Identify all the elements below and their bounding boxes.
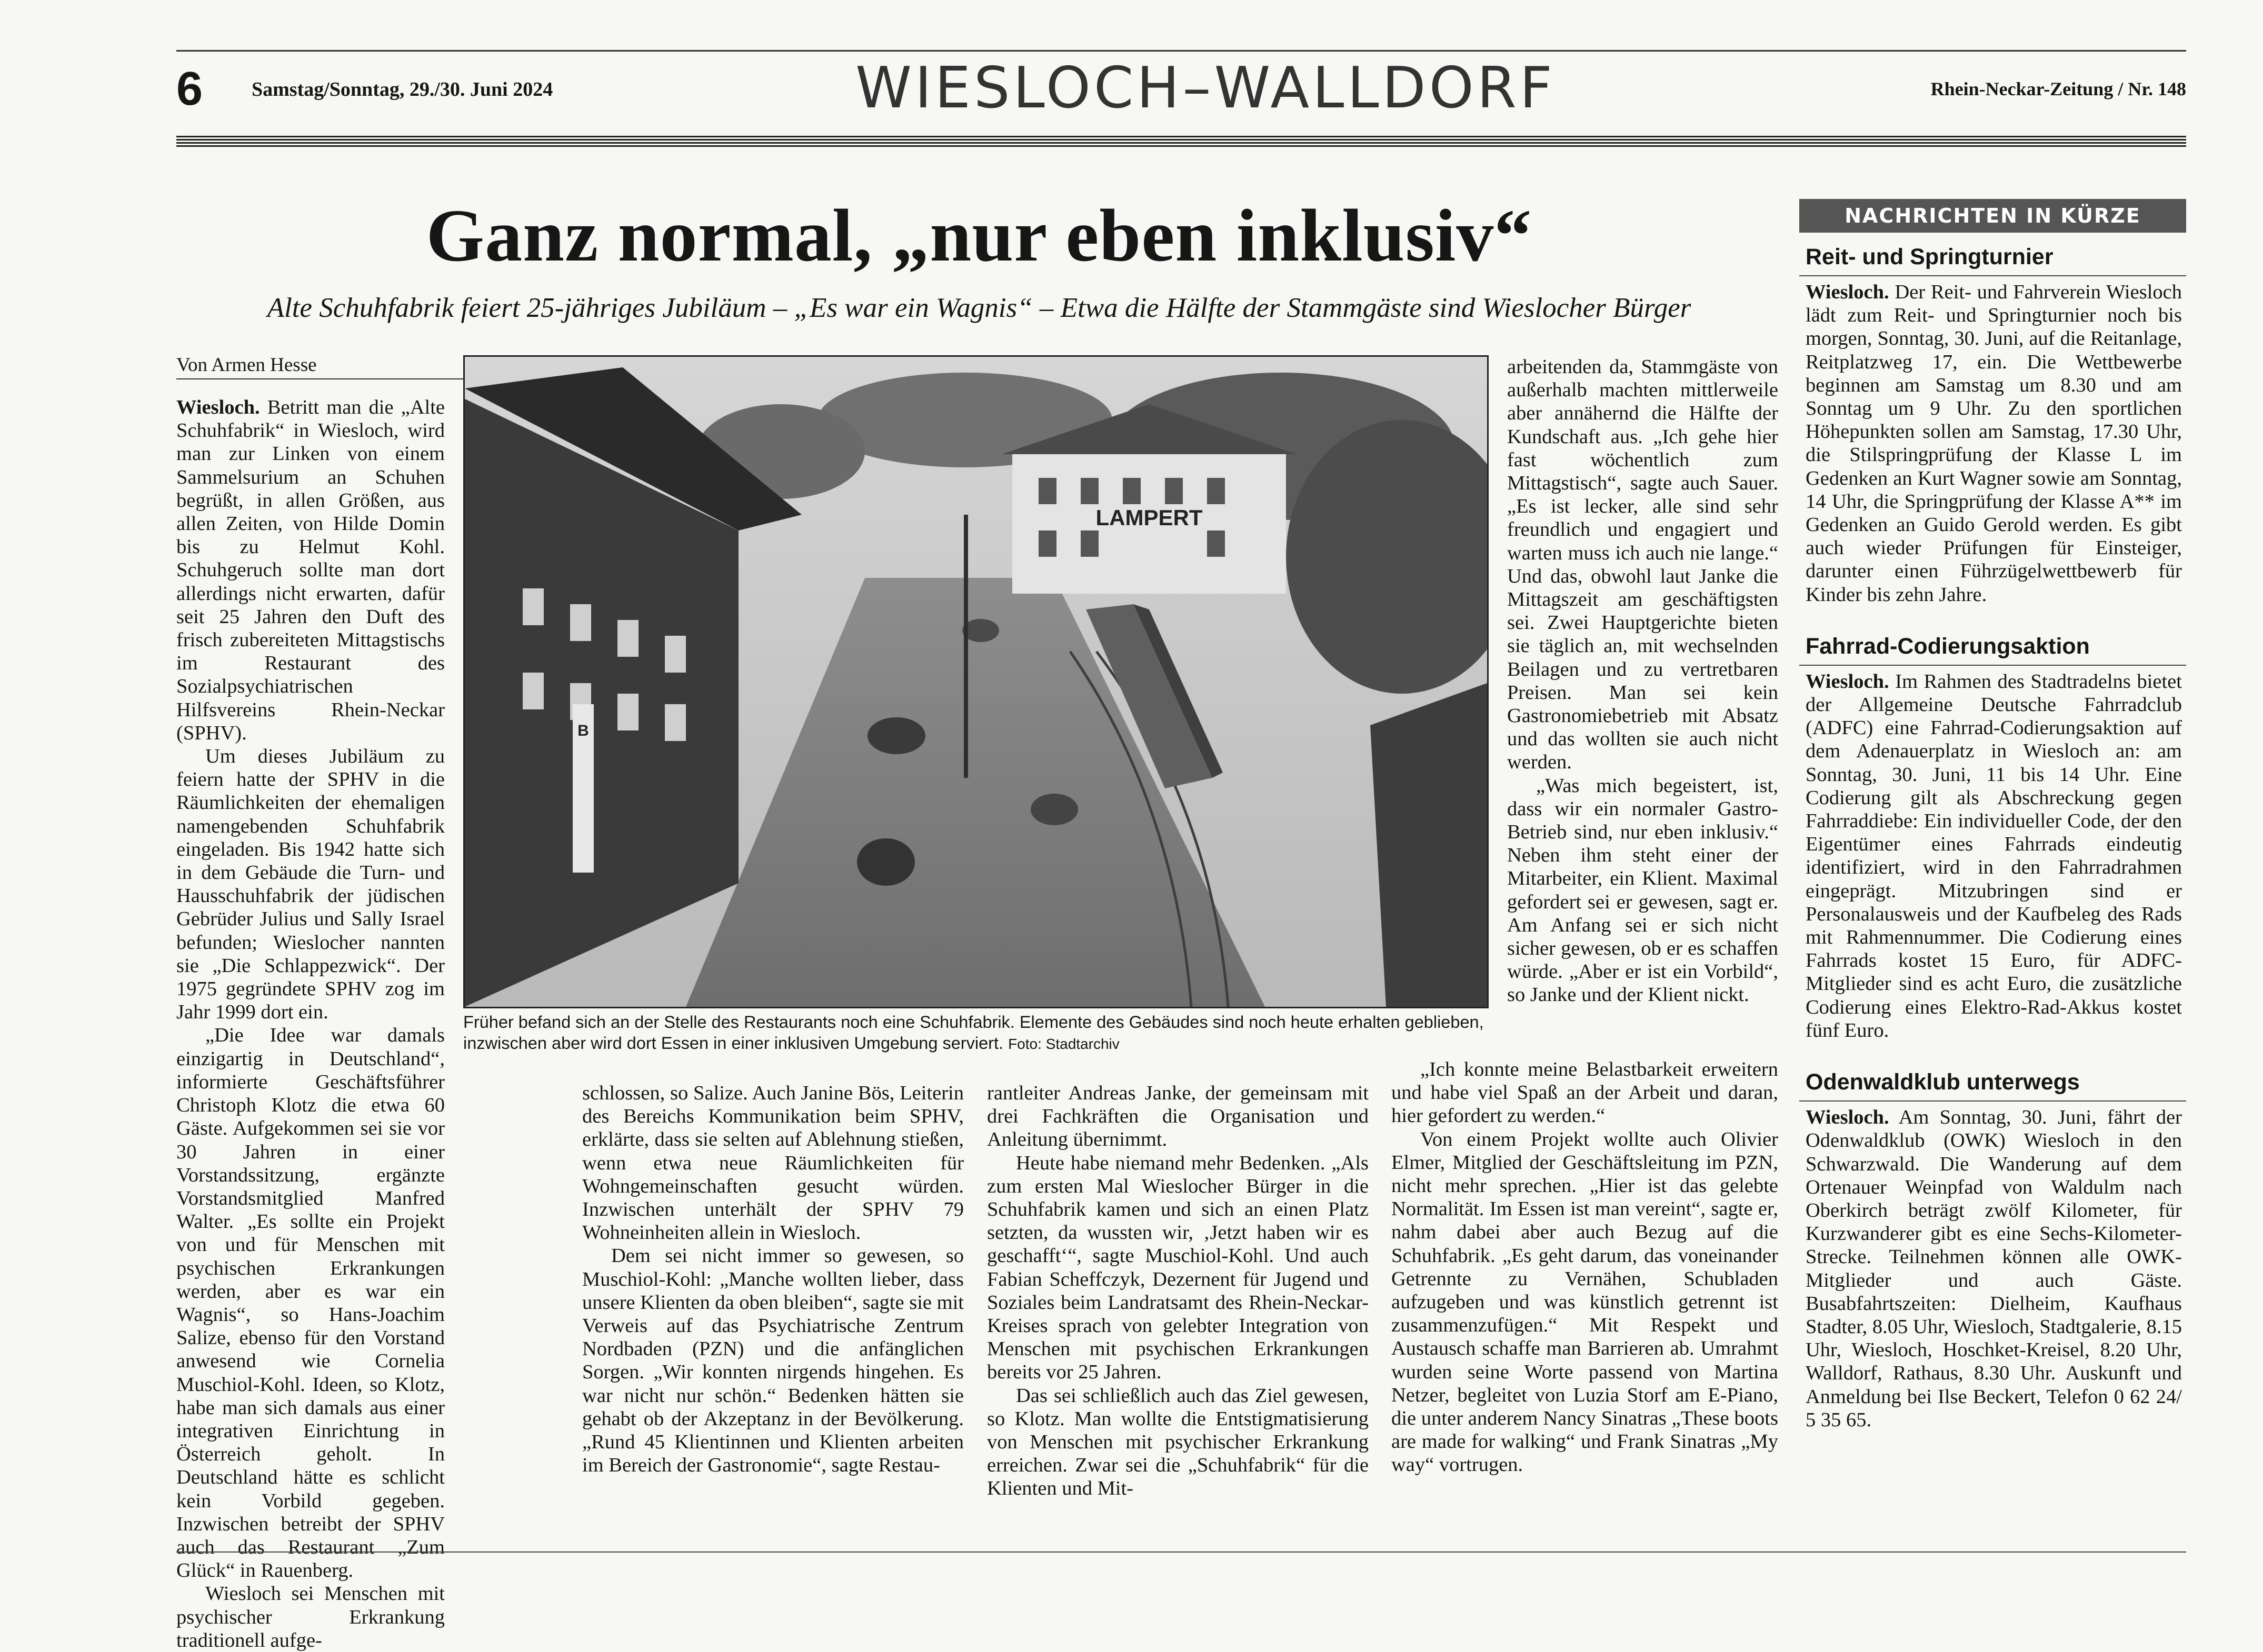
article-column-4-bottom (1391, 1058, 1778, 1477)
photo-sign-lampert: LAMPERT (1095, 505, 1203, 530)
paragraph: „Die Idee war damals einzigartig in Deutschland“, informierte Geschäftsführer Christoph Klotz die etwa 60 Gäste. Aufgekommen sei sie vor 30 Jahren in einer Vorstandssitzung, ergänzte Vorstandsmitglied Manfred Walter. „Es sollte ein Projekt von und für Menschen mit psychischen Erkrankungen werden, aber es war ein Wagnis“, so Hans-Joachim Salize, ebenso für den Vorstand anwesend wie Cornelia Muschiol-Kohl. Ideen, so Klotz, habe man sich damals aus einer integrativen Einrichtung in Österreich geholt. In Deutschland hätte es schlicht kein Vorbild gegeben. Inzwischen betreibt der SPHV auch das Restaurant „Zum Glück“ in Rauenberg. (176, 1024, 445, 1582)
newspaper-name: Rhein-Neckar-Zeitung / Nr. 148 (1930, 78, 2186, 99)
paragraph: rantleiter Andreas Janke, der gemeinsam mit drei Fachkräften die Organisation und Anleitung übernimmt. (987, 1082, 1369, 1151)
article-column-4-top (1507, 355, 1778, 1007)
article-headline: Ganz normal, „nur eben inklusiv“ (426, 194, 1532, 277)
news-brief-sidebar (1799, 199, 2186, 1431)
photo-illustration (465, 357, 1487, 1007)
article-column-2 (582, 1082, 964, 1477)
paragraph: „Ich konnte meine Belastbarkeit erweitern und habe viel Spaß an der Arbeit und daran, hier gefordert zu werden.“ (1391, 1058, 1778, 1127)
brief-title: Odenwaldklub unterwegs (1806, 1069, 2080, 1095)
article-column-1 (176, 396, 445, 1652)
paragraph: arbeitenden da, Stammgäste von außerhalb machten mittlerweile aber annähernd die Hälfte der Kundschaft aus. „Ich gehe hier fast wöchentlich zum Mittagstisch“, sagte auch Sauer. „Es ist lecker, alle sind sehr freundlich und engagiert und warten muss ich auch nie lange.“ Und das, obwohl laut Janke die Mittagszeit am geschäftigsten sei. Zwei Hauptgerichte bieten sie täglich an, mit wechselnden Beilagen und zu vertretbaren Preisen. Man sei kein Gastronomiebetrieb mit Absatz und das wollten sie auch nicht werden. (1507, 356, 1778, 774)
section-title: WIESLOCH–WALLDORF (855, 55, 1556, 121)
header-rule (176, 134, 2186, 147)
paragraph: „Was mich begeistert, ist, dass wir ein normaler Gastro-Betrieb sind, nur eben inklusiv.“ Neben ihm steht einer der Mitarbeiter, ein Klient. Maximal gefordert sei er gewesen, sagt er. Am Anfang sei er sich nicht sicher gewesen, ob er es schaffen würde. „Aber er ist ein Vorbild“, so Janke und der Klient nickt. (1507, 774, 1778, 1006)
article-byline: Von Armen Hesse (176, 354, 550, 379)
photo-credit: Foto: Stadtarchiv (1008, 1036, 1120, 1052)
photo-caption: Früher befand sich an der Stelle des Restaurants noch eine Schuhfabrik. Elemente des Gebäudes sind noch heute erhalten geblieben, inzwischen aber wird dort Essen in einer inklusiven Umgebung serviert. Foto: Stadtarchiv (463, 1013, 1484, 1053)
paragraph: Um dieses Jubiläum zu feiern hatte der SPHV in die Räumlichkeiten der ehemaligen namengebenden Schuhfabrik eingeladen. Bis 1942 hatte sich in dem Gebäude die Turn- und Hausschuhfabrik der jüdischen Gebrüder Julius und Sally Israel befunden; Wieslocher nannten sie „Die Schlappezwick“. Der 1975 gegründete SPHV zog im Jahr 1999 dort ein. (176, 745, 445, 1024)
page-number: 6 (176, 63, 203, 115)
paragraph: Wiesloch sei Menschen mit psychischer Erkrankung traditionell aufge- (176, 1583, 445, 1651)
dateline: Wiesloch. (176, 396, 260, 418)
sidebar-heading: NACHRICHTEN IN KÜRZE (1799, 199, 2186, 233)
brief-text: Wiesloch. Der Reit- und Fahrverein Wiesloch lädt zum Reit- und Springturnier noch bis morgen, Sonntag, 30. Juni, auf die Reitanlage, Reitplatzweg 17, ein. Die Wettbewerbe beginnen am Samstag um 8.30 und am Sonntag um 9 Uhr. Zu den sportlichen Höhepunkten sollen am Samstag, 17.30 Uhr, die Stilspringprüfung der Klasse L im Gedenken an Kurt Wagner sowie am Sonntag, 14 Uhr, die Springprüfung der Klasse A** im Gedenken an Guido Gerold werden. Es gibt auch wieder Prüfungen für Einsteiger, darunter einen Führzügelwettbewerb für Kinder bis zehn Jahre. (1799, 275, 2186, 606)
historic-street-photo (463, 355, 1489, 1008)
paragraph: Das sei schließlich auch das Ziel gewesen, so Klotz. Man wollte die Entstigmatisierung von Menschen mit psychischer Erkrankung erreichen. Zwar sei die „Schuhfabrik“ für die Klienten und Mit- (987, 1384, 1369, 1500)
brief-title: Reit- und Springturnier (1806, 244, 2053, 269)
brief-text: Wiesloch. Im Rahmen des Stadtradelns bietet der Allgemeine Deutsche Fahrradclub (ADFC) eine Fahrrad-Codierungsaktion auf dem Adenauerplatz in Wiesloch an: am Sonntag, 30. Juni, 11 bis 14 Uhr. Eine Codierung gilt als Abschreckung gegen Fahrraddiebe: Ein individueller Code, der den Eigentümer eines Fahrrads eindeutig identifiziert, wird in den Fahrradrahmen eingeprägt. Mitzubringen sind er Personalausweis und der Kaufbeleg des Rads mit Rahmennummer. Die Codierung eines Fahrrads kostet 15 Euro, für ADFC-Mitglieder sind es acht Euro, die zusätzliche Codierung eines Elektro-Rad-Akkus kostet fünf Euro. (1799, 665, 2186, 1042)
issue-date: Samstag/Sonntag, 29./30. Juni 2024 (252, 78, 553, 101)
paragraph: Von einem Projekt wollte auch Olivier Elmer, Mitglied der Geschäftsleitung im PZN, nicht mehr sprechen. „Hier ist das gelebte Normalität. Im Essen ist man vereint“, sagte er, nahm dabei aber auch Bezug auf die Schuhfabrik. „Es geht darum, das voneinander Getrennte zu Vernähen, Schubladen aufzugeben und was künstlich getrennt ist zusammenzufügen.“ Mit Respekt und Austausch schaffe man Barrieren ab. Umrahmt wurden seine Worte passend von Martina Netzer, begleitet von Luzia Storf am E-Piano, die unter anderem Nancy Sinatras „These boots are made for walking“ und Frank Sinatras „My way“ vortrugen. (1391, 1128, 1778, 1476)
paragraph: Wiesloch. Betritt man die „Alte Schuhfabrik“ in Wiesloch, wird man zur Linken von einem Sammelsurium an Schuhen begrüßt, in allen Größen, aus allen Zeiten, von Hilde Domin bis zu Helmut Kohl. Schuhgeruch sollte man dort allerdings nicht erwarten, dafür seit 25 Jahren den Duft des frisch zubereiteten Mittagstischs im Restaurant des Sozialpsychiatrischen Hilfsvereins Rhein-Neckar (SPHV). (176, 396, 445, 744)
paragraph: Heute habe niemand mehr Bedenken. „Als zum ersten Mal Wieslocher Bürger in die Schuhfabrik kamen und sich an einen Platz setzten, da wussten wir, ‚Jetzt haben wir es geschafft‘“, sagte Muschiol-Kohl. Und auch Fabian Scheffczyk, Dezernent für Jugend und Soziales beim Landratsamt des Rhein-Neckar-Kreises sprach von gelebter Integration von Menschen mit psychischen Erkrankungen bereits vor 25 Jahren. (987, 1152, 1369, 1384)
brief-title: Fahrrad-Codierungsaktion (1806, 633, 2090, 659)
paragraph: schlossen, so Salize. Auch Janine Bös, Leiterin des Bereichs Kommunikation beim SPHV, erklärte, dass sie selten auf Ablehnung stießen, wenn etwa neue Räumlichkeiten für Wohngemeinschaften gesucht würden. Inzwischen unterhält der SPHV 79 Wohneinheiten allein in Wiesloch. (582, 1082, 964, 1244)
photo-sign-blumen: B (577, 722, 589, 739)
brief-text: Wiesloch. Am Sonntag, 30. Juni, fährt der Odenwaldklub (OWK) Wiesloch in den Schwarzwald. Die Wanderung auf dem Ortenauer Weinpfad von Waldulm nach Oberkirch beträgt zwölf Kilometer, für Kurzwanderer gibt es eine Sechs-Kilometer-Strecke. Teilnehmen können alle OWK-Mitglieder und auch Gäste. Busabfahrtszeiten: Dielheim, Kaufhaus Stadter, 8.05 Uhr, Wiesloch, Stadtgalerie, 8.15 Uhr, Wiesloch, Hoschket-Kreisel, 8.20 Uhr, Walldorf, Rathaus, 8.30 Uhr. Auskunft und Anmeldung bei Ilse Beckert, Telefon 0 62 24/ 5 35 65. (1799, 1100, 2186, 1431)
article-subheadline: Alte Schuhfabrik feiert 25-jähriges Jubiläum – „Es war ein Wagnis“ – Etwa die Hälfte der Stammgäste sind Wieslocher Bürger (267, 293, 1691, 323)
header-top-rule (176, 50, 2186, 52)
paragraph: Dem sei nicht immer so gewesen, so Muschiol-Kohl: „Manche wollten lieber, dass unsere Klienten da oben bleiben“, sagte sie mit Verweis auf das Psychiatrische Zentrum Nordbaden (PZN) und die anfänglichen Sorgen. „Wir konnten nirgends hingehen. Es war nicht nur schön.“ Bedenken hätten sie gehabt ob der Akzeptanz in der Bevölkerung. „Rund 45 Klientinnen und Klienten arbeiten im Bereich der Gastronomie“, sagte Restau- (582, 1245, 964, 1477)
article-column-3 (987, 1082, 1369, 1500)
footer-rule (176, 1551, 2186, 1553)
